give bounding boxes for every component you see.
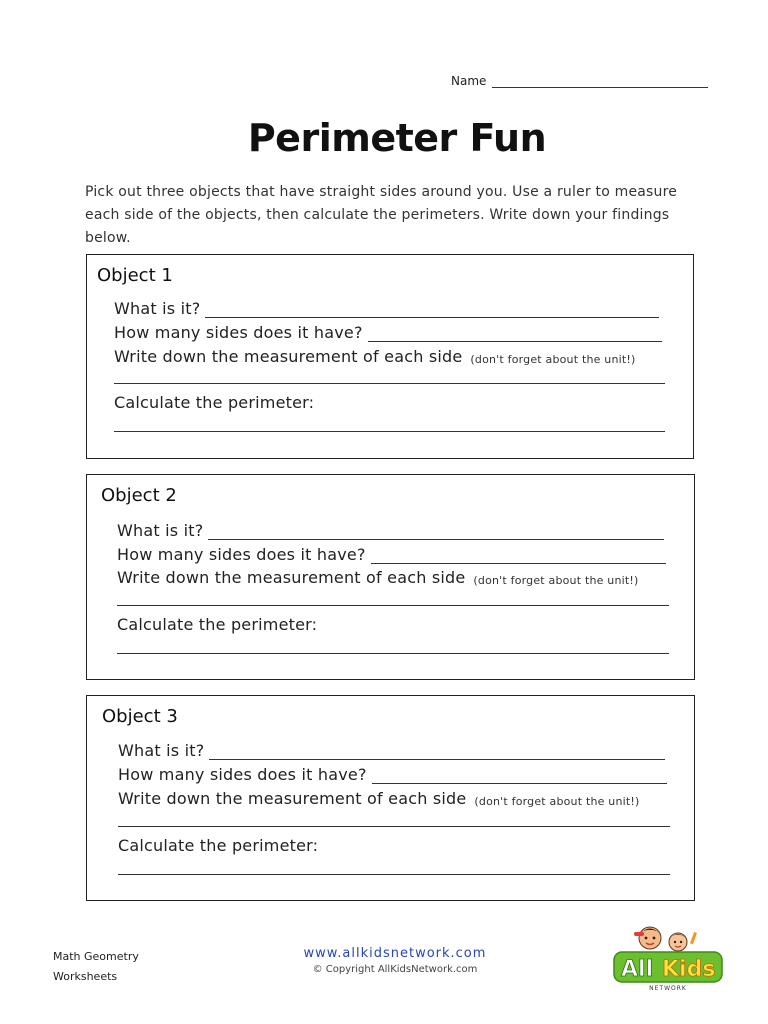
name-field[interactable]	[451, 74, 708, 88]
perimeter-line	[118, 836, 318, 855]
what-is-it-line[interactable]	[114, 299, 659, 318]
perimeter-label: Calculate the perimeter:	[118, 836, 319, 855]
what-label: What is it?	[114, 299, 201, 318]
copyright-text: © Copyright AllKidsNetwork.com	[312, 964, 478, 975]
sides-label: How many sides does it have?	[114, 323, 363, 342]
instructions: Pick out three objects that have straight sides around you. Use a ruler to measure each side of the objects, then calculate the perimeters. Write down your findings below.	[85, 184, 678, 246]
sides-label: How many sides does it have?	[117, 545, 366, 564]
logo-text-network: NETWORK	[649, 985, 687, 992]
logo-text-kids: Kids	[662, 957, 716, 982]
perimeter-answer-line[interactable]	[114, 431, 665, 432]
measure-answer-line[interactable]	[118, 826, 670, 827]
logo-wordmark	[614, 952, 722, 982]
page-title: Perimeter Fun	[247, 116, 547, 160]
measure-label: Write down the measurement of each side	[117, 568, 466, 587]
object-title: Object 1	[97, 265, 173, 286]
perimeter-label: Calculate the perimeter:	[114, 393, 315, 412]
website-link[interactable]: www.allkidsnetwork.com	[303, 946, 487, 961]
answer-line[interactable]	[372, 767, 667, 784]
object-2-box	[86, 474, 695, 680]
name-underline[interactable]	[492, 75, 708, 88]
measure-line	[114, 347, 636, 366]
sides-line[interactable]	[117, 545, 666, 564]
measure-note: (don't forget about the unit!)	[474, 795, 640, 808]
answer-line[interactable]	[205, 301, 659, 318]
footer-category	[53, 947, 139, 987]
kids-mascot-icon	[634, 927, 697, 951]
footer-line-2: Worksheets	[53, 970, 118, 983]
logo-text-all: All	[621, 957, 654, 982]
measure-label: Write down the measurement of each side	[114, 347, 463, 366]
what-label: What is it?	[118, 741, 205, 760]
measure-line	[118, 789, 640, 808]
what-label: What is it?	[117, 521, 204, 540]
footer-center	[290, 946, 500, 975]
what-is-it-line[interactable]	[117, 521, 664, 540]
object-title: Object 3	[102, 706, 178, 727]
sides-line[interactable]	[114, 323, 662, 342]
sides-label: How many sides does it have?	[118, 765, 367, 784]
perimeter-line	[114, 393, 314, 412]
object-1-box	[86, 254, 694, 459]
perimeter-line	[117, 615, 317, 634]
answer-line[interactable]	[209, 743, 665, 760]
measure-answer-line[interactable]	[114, 383, 665, 384]
measure-line	[117, 568, 639, 587]
sides-line[interactable]	[118, 765, 667, 784]
measure-note: (don't forget about the unit!)	[473, 574, 639, 587]
measure-answer-line[interactable]	[117, 605, 669, 606]
answer-line[interactable]	[208, 523, 664, 540]
perimeter-answer-line[interactable]	[118, 874, 670, 875]
perimeter-label: Calculate the perimeter:	[117, 615, 318, 634]
name-label: Name	[451, 74, 487, 88]
perimeter-answer-line[interactable]	[117, 653, 669, 654]
object-3-box	[86, 695, 695, 901]
what-is-it-line[interactable]	[118, 741, 665, 760]
footer-line-1: Math Geometry	[53, 950, 139, 963]
answer-line[interactable]	[368, 325, 662, 342]
allkids-logo	[612, 918, 724, 992]
object-title: Object 2	[101, 485, 177, 506]
measure-note: (don't forget about the unit!)	[470, 353, 636, 366]
measure-label: Write down the measurement of each side	[118, 789, 467, 808]
answer-line[interactable]	[371, 547, 666, 564]
